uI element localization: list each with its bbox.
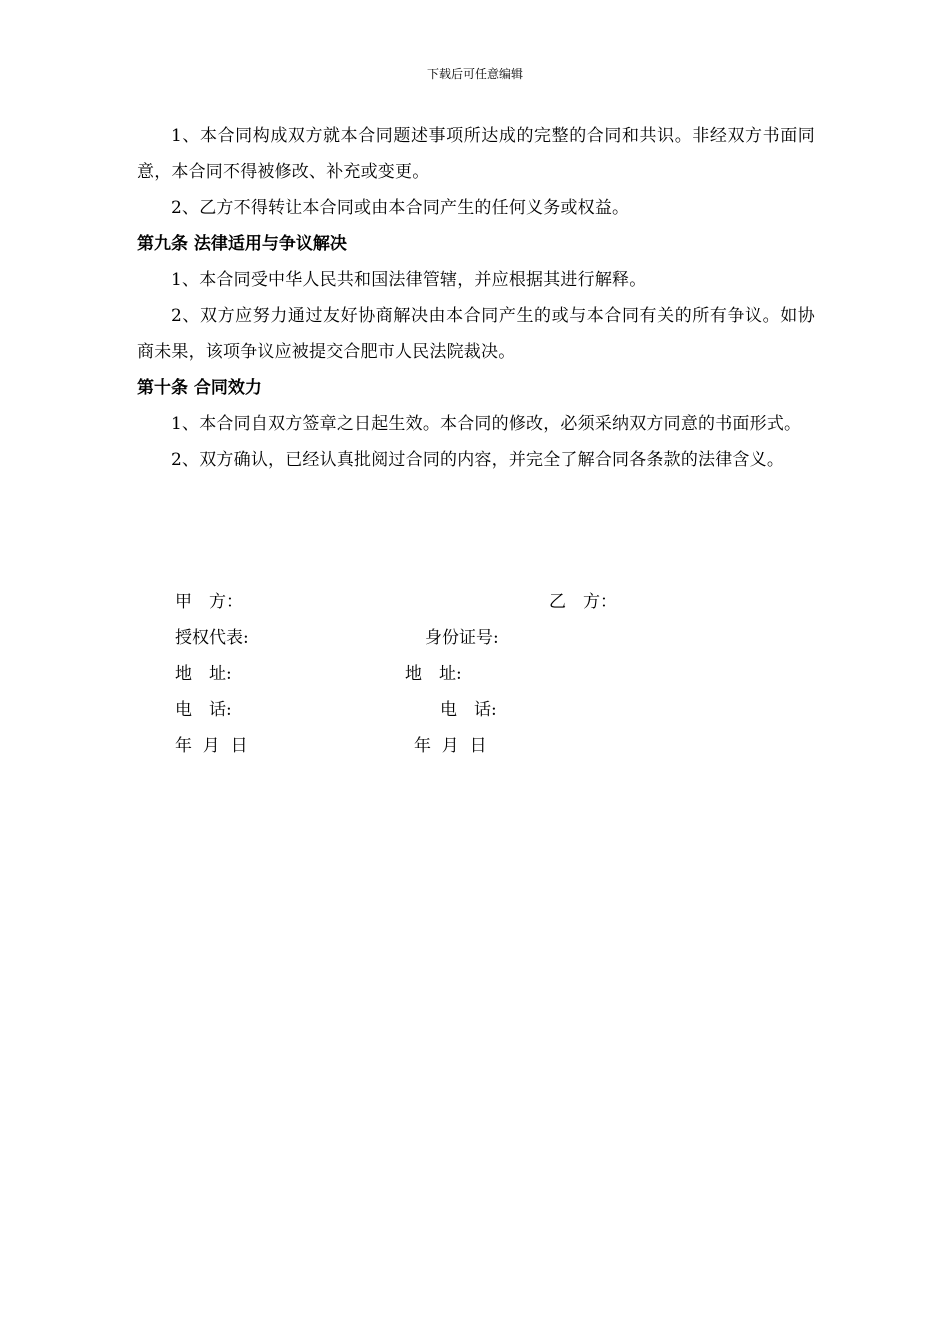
article-9-item-2: 2、双方应努力通过友好协商解决由本合同产生的或与本合同有关的所有争议。如协商未果，该项争议应被提交合肥市人民法院裁决。 <box>137 306 815 362</box>
signature-row-date <box>0 728 950 764</box>
article-10-item-1: 1、本合同自双方签章之日起生效。本合同的修改，必须采纳双方同意的书面形式。 <box>171 414 802 434</box>
address-b-label: 地 址: <box>405 664 462 684</box>
signature-row-parties <box>0 584 950 620</box>
document-body <box>137 118 815 478</box>
signature-row-representative <box>0 620 950 656</box>
date-b-label: 年 月 日 <box>414 736 487 756</box>
paragraph-completeness: 1、本合同构成双方就本合同题述事项所达成的完整的合同和共识。非经双方书面同意，本合同不得被修改、补充或变更。 <box>137 126 815 182</box>
id-number-label: 身份证号: <box>425 628 499 648</box>
signature-block <box>0 584 950 764</box>
party-a-label: 甲 方： <box>175 592 243 612</box>
header-note: 下载后可任意编辑 <box>426 67 523 81</box>
article-10-title: 第十条 合同效力 <box>137 378 262 398</box>
article-9-item-1: 1、本合同受中华人民共和国法律管辖，并应根据其进行解释。 <box>171 270 647 290</box>
article-9-title: 第九条 法律适用与争议解决 <box>137 234 347 254</box>
date-a-label: 年 月 日 <box>175 736 248 756</box>
representative-label: 授权代表: <box>175 628 249 648</box>
paragraph-no-transfer: 2、乙方不得转让本合同或由本合同产生的任何义务或权益。 <box>171 198 630 218</box>
party-b-label: 乙 方： <box>549 592 617 612</box>
phone-b-label: 电 话: <box>440 700 497 720</box>
signature-row-phone <box>0 692 950 728</box>
signature-row-address <box>0 656 950 692</box>
article-10-item-2: 2、双方确认，已经认真批阅过合同的内容，并完全了解合同各条款的法律含义。 <box>171 450 785 470</box>
phone-a-label: 电 话: <box>175 700 232 720</box>
address-a-label: 地 址: <box>175 664 232 684</box>
